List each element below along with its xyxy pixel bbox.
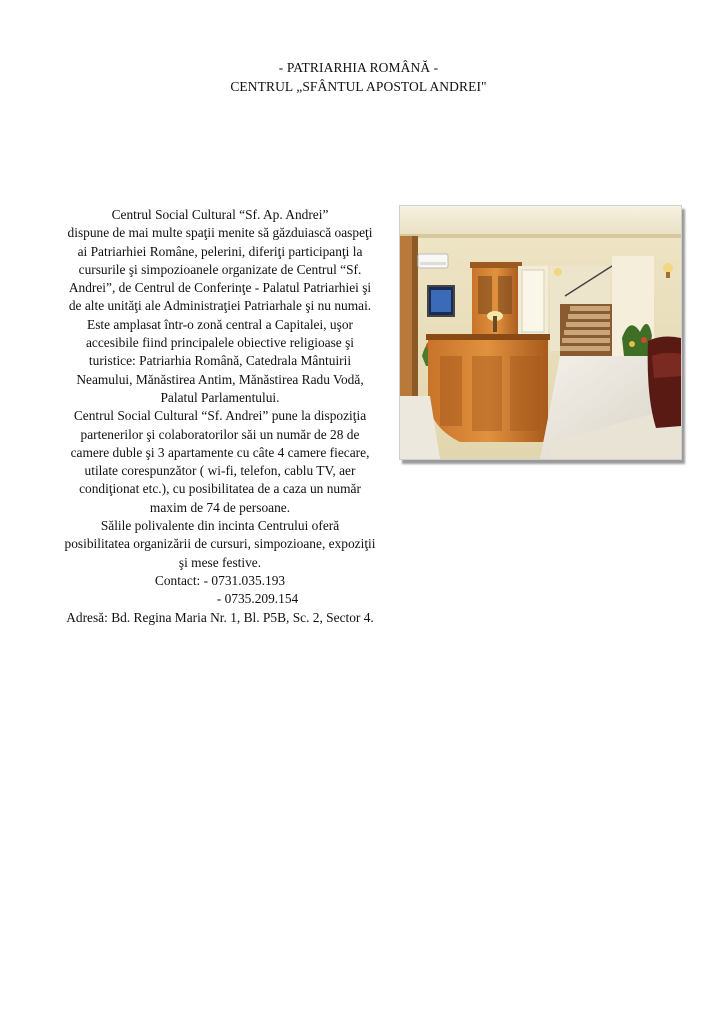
- text-line: condiţionat etc.), cu posibilitatea de a caza un număr: [79, 481, 361, 497]
- text-line: Centrul Social Cultural “Sf. Andrei” pune la dispoziţia: [73, 408, 367, 424]
- contact-phone-2: - 0735.209.154: [216, 591, 299, 607]
- contact-phone-1: Contact: - 0731.035.193: [154, 572, 286, 588]
- text-line: maxim de 74 de persoane.: [149, 499, 291, 515]
- text-line: dispune de mai multe spaţii menite să găzduiască oaspeţi: [67, 225, 373, 241]
- header-line-2: CENTRUL „SFÂNTUL APOSTOL ANDREI": [230, 79, 487, 94]
- document-header: [0, 58, 717, 96]
- text-line: cursurile şi simpozioanele organizate de Centrul “Sf.: [78, 261, 362, 277]
- text-line: Neamului, Mănăstirea Antim, Mănăstirea Radu Vodă,: [76, 371, 364, 387]
- text-line: utilate corespunzător ( wi-fi, telefon, cablu TV, aer: [84, 463, 356, 479]
- text-line: turistice: Patriarhia Română, Catedrala Mântuirii: [88, 353, 352, 369]
- reception-photo: [399, 205, 682, 460]
- text-line: ai Patriarhiei Române, pelerini, diferiţi participanţi la: [77, 243, 363, 259]
- text-line: Centrul Social Cultural “Sf. Ap. Andrei”: [111, 207, 329, 222]
- text-line: şi mese festive.: [178, 554, 262, 570]
- text-line: Andrei”, de Centrul de Conferinţe - Palatul Patriarhiei şi: [68, 280, 372, 296]
- text-line: de alte unităţi ale Administraţiei Patriarhale şi nu numai.: [68, 298, 372, 314]
- text-line: posibilitatea organizării de cursuri, simpozioane, expoziţii: [64, 536, 376, 552]
- address-line: Adresă: Bd. Regina Maria Nr. 1, Bl. P5B, Sc. 2, Sector 4.: [66, 609, 374, 625]
- text-line: accesibile fiind principalele obiective religioase şi: [85, 335, 355, 351]
- description-text: [50, 206, 390, 627]
- text-line: Este amplasat într-o zonă central a Capitalei, uşor: [87, 316, 353, 332]
- header-line-1: - PATRIARHIA ROMÂNĂ -: [278, 60, 439, 75]
- text-line: Sălile polivalente din incinta Centrului oferă: [100, 518, 340, 534]
- text-line: camere duble şi 3 apartamente cu câte 4 camere fiecare,: [70, 444, 370, 460]
- text-line: partenerilor şi colaboratorilor săi un număr de 28 de: [80, 426, 360, 442]
- text-line: Palatul Parlamentului.: [160, 389, 280, 405]
